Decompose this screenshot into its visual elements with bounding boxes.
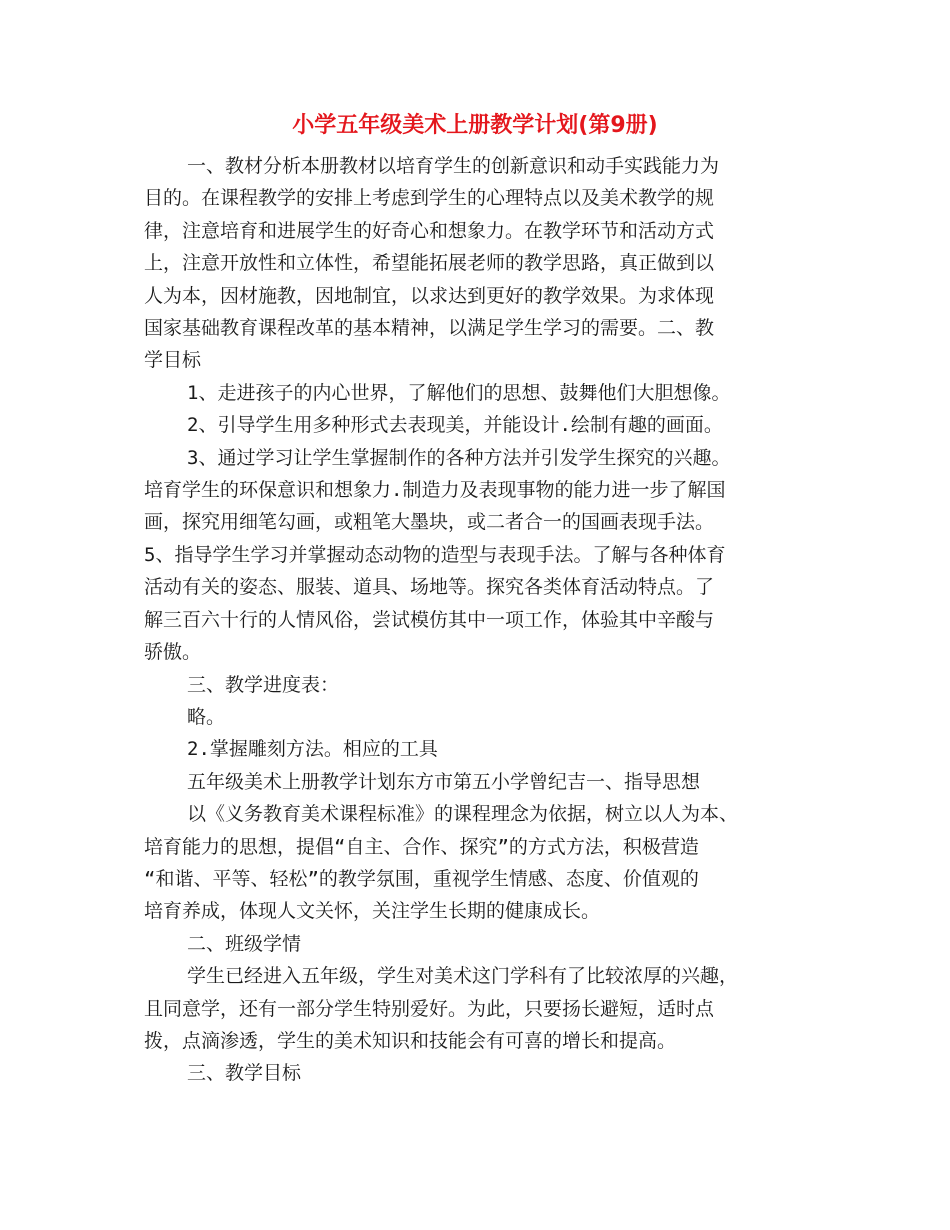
text-line: 骄傲。 xyxy=(144,641,202,664)
text-line: 三、教学进度表： xyxy=(187,673,340,696)
text-line: “和谐、平等、轻松”的教学氛围，重视学生情感、态度、价值观的 xyxy=(144,867,699,890)
text-line: 培育能力的思想，提倡“自主、合作、探究”的方式方法，积极营造 xyxy=(144,835,699,858)
text-line: 略。 xyxy=(187,705,226,728)
document-title: 小学五年级美术上册教学计划(第9册) xyxy=(292,113,658,138)
text-line: 画，探究用细笔勾画，或粗笔大墨块，或二者合一的国画表现手法。 xyxy=(144,511,715,534)
text-line: 律，注意培育和进展学生的好奇心和想象力。在教学环节和活动方式 xyxy=(144,219,715,242)
text-line: 一、教材分析本册教材以培育学生的创新意识和动手实践能力为 xyxy=(187,155,720,177)
text-line: 上，注意开放性和立体性，希望能拓展老师的教学思路，真正做到以 xyxy=(144,252,715,275)
document-body xyxy=(144,150,814,1090)
text-line: 培育学生的环保意识和想象力.制造力及表现事物的能力进一步了解国 xyxy=(144,479,726,502)
text-line: 培育养成，体现人文关怀，关注学生长期的健康成长。 xyxy=(144,900,601,923)
text-line: 人为本，因材施教，因地制宜，以求达到更好的教学效果。为求体现 xyxy=(144,284,715,307)
text-line: 学目标 xyxy=(144,349,202,372)
text-line: 2.掌握雕刻方法。相应的工具 xyxy=(187,738,438,761)
text-line: 国家基础教育课程改革的基本精神，以满足学生学习的需要。二、教 xyxy=(144,317,715,340)
text-line: 学生已经进入五年级，学生对美术这门学科有了比较浓厚的兴趣， xyxy=(187,965,739,988)
text-line: 1、走进孩子的内心世界，了解他们的思想、鼓舞他们大胆想像。 xyxy=(187,381,731,404)
text-line: 二、班级学情 xyxy=(187,932,302,955)
text-line: 三、教学目标 xyxy=(187,1062,302,1085)
text-line: 解三百六十行的人情风俗，尝试模仿其中一项工作，体验其中辛酸与 xyxy=(144,608,715,631)
text-line: 3、通过学习让学生掌握制作的各种方法并引发学生探究的兴趣。 xyxy=(187,446,731,469)
text-line: 拨，点滴渗透，学生的美术知识和技能会有可喜的增长和提高。 xyxy=(144,1029,677,1052)
text-line: 五年级美术上册教学计划东方市第五小学曾纪吉一、指导思想 xyxy=(187,770,701,793)
text-line: 目的。在课程教学的安排上考虑到学生的心理特点以及美术教学的规 xyxy=(144,187,715,210)
text-line: 5、指导学生学习并掌握动态动物的造型与表现手法。了解与各种体育 xyxy=(144,543,726,566)
text-line: 2、引导学生用多种形式去表现美，并能设计.绘制有趣的画面。 xyxy=(187,414,723,437)
text-line: 活动有关的姿态、服装、道具、场地等。探究各类体育活动特点。了 xyxy=(144,576,715,599)
text-line: 以《义务教育美术课程标准》的课程理念为依据，树立以人为本、 xyxy=(187,803,739,826)
text-line: 且同意学，还有一部分学生特别爱好。为此，只要扬长避短，适时点 xyxy=(144,997,715,1020)
